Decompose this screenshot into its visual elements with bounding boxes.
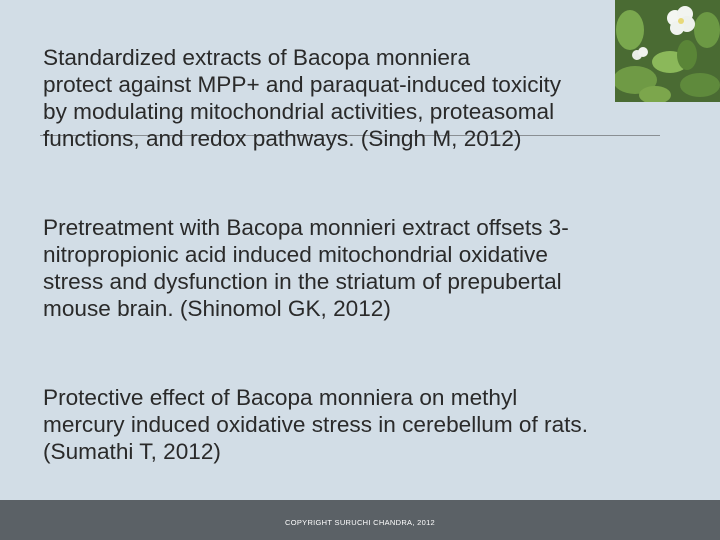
copyright-text: COPYRIGHT SURUCHI CHANDRA, 2012 <box>284 518 436 527</box>
paragraph-shinomol: Pretreatment with Bacopa monnieri extract offsets 3- nitropropionic acid induced mitochondrial oxidative stress and dysfunction in the striatum of prepubertal mouse brain. (Shinomol GK, 2012) <box>43 215 569 321</box>
paragraph-singh: Standardized extracts of Bacopa monniera protect against MPP+ and paraquat-induced toxicity by modulating mitochondrial activities, proteasomal functions, and redox pathways. (Singh M, 2012) <box>43 45 562 151</box>
footer-bar <box>0 500 720 540</box>
paragraph-sumathi: Protective effect of Bacopa monniera on methyl mercury induced oxidative stress in cerebellum of rats. (Sumathi T, 2012) <box>43 385 588 464</box>
